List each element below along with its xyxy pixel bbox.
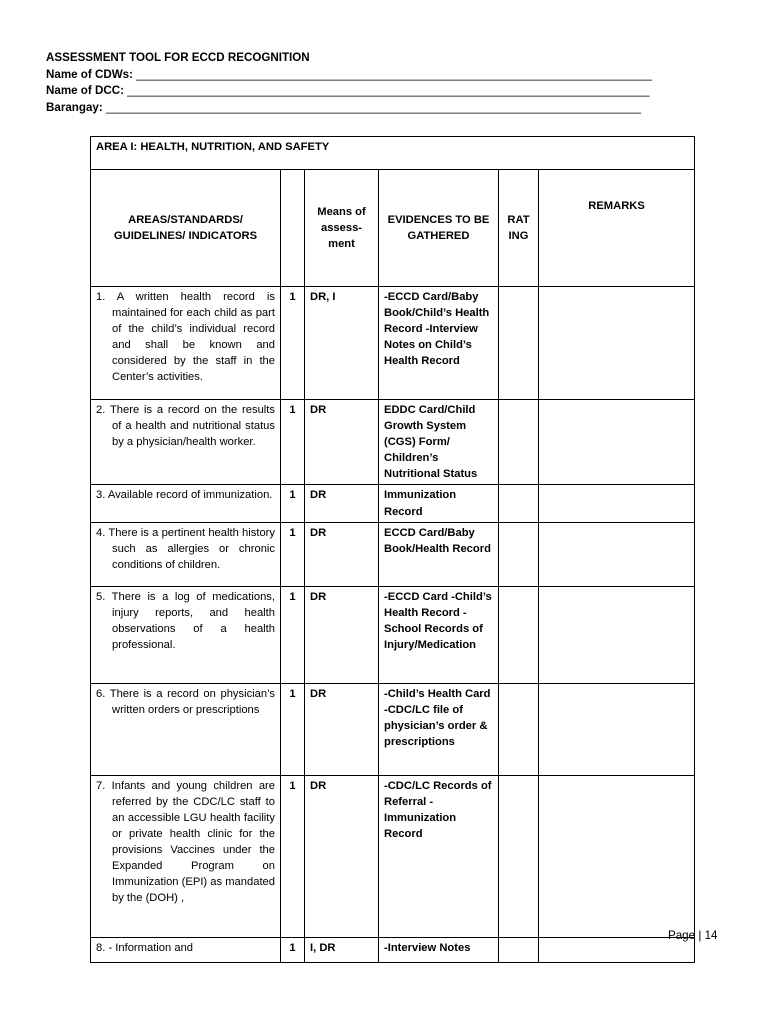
- indicator-text: 2. There is a record on the results of a health and nutritional status by a physician/health worker.: [96, 404, 275, 449]
- means-cell: DR, I: [305, 287, 379, 400]
- evidences-cell: -CDC/LC Records of Referral -Immunization Record: [379, 775, 499, 937]
- table-row: [91, 485, 695, 522]
- header-rating: RAT ING: [499, 170, 539, 287]
- evidences-cell: Immunization Record: [379, 485, 499, 522]
- indicator-cell: [91, 683, 281, 775]
- header-evidences: EVIDENCES TO BE GATHERED: [379, 170, 499, 287]
- points-cell: 1: [281, 400, 305, 485]
- means-cell: DR: [305, 775, 379, 937]
- remarks-cell[interactable]: [539, 683, 695, 775]
- document-title: ASSESSMENT TOOL FOR ECCD RECOGNITION: [46, 51, 310, 64]
- points-cell: 1: [281, 287, 305, 400]
- means-cell: DR: [305, 522, 379, 586]
- rating-cell[interactable]: [499, 287, 539, 400]
- cdw-name-blank: ________________________________________________________________________________: [136, 67, 653, 81]
- indicator-cell: [91, 287, 281, 400]
- means-cell: DR: [305, 586, 379, 683]
- cdw-name-field: [46, 67, 652, 84]
- rating-cell[interactable]: [499, 683, 539, 775]
- rating-cell[interactable]: [499, 937, 539, 962]
- points-cell: 1: [281, 586, 305, 683]
- table-row: [91, 683, 695, 775]
- indicator-cell: [91, 937, 281, 962]
- means-cell: DR: [305, 683, 379, 775]
- barangay-label: Barangay:: [46, 100, 103, 114]
- indicator-cell: [91, 522, 281, 586]
- rating-cell[interactable]: [499, 485, 539, 522]
- dcc-name-blank: _________________________________________________________________________________: [127, 84, 650, 97]
- evidences-cell: -ECCD Card -Child’s Health Record -School Records of Injury/Medication: [379, 586, 499, 683]
- remarks-cell[interactable]: [539, 287, 695, 400]
- evidences-cell: -Interview Notes: [379, 937, 499, 962]
- points-cell: 1: [281, 485, 305, 522]
- header-means: Means of assess-ment: [305, 170, 379, 287]
- page-separator: |: [698, 929, 702, 942]
- table-row: [91, 400, 695, 485]
- header-indicators: AREAS/STANDARDS/ GUIDELINES/ INDICATORS: [91, 170, 281, 287]
- header-remarks: REMARKS: [539, 170, 695, 287]
- indicator-text: 8. - Information and: [96, 941, 194, 954]
- points-cell: 1: [281, 522, 305, 586]
- indicator-text: 3. Available record of immunization.: [96, 489, 273, 502]
- rating-cell[interactable]: [499, 400, 539, 485]
- remarks-cell[interactable]: [539, 522, 695, 586]
- rating-cell[interactable]: [499, 522, 539, 586]
- evidences-cell: ECCD Card/Baby Book/Health Record: [379, 522, 499, 586]
- dcc-name-field: [46, 83, 652, 100]
- cdw-name-label: Name of CDWs:: [46, 67, 133, 81]
- indicator-cell: [91, 400, 281, 485]
- rating-cell[interactable]: [499, 775, 539, 937]
- evidences-cell: EDDC Card/Child Growth System (CGS) Form/ Children’s Nutritional Status: [379, 400, 499, 485]
- indicator-text: 1. A written health record is maintained for each child as part of the child’s individual record and shall be known and considered by the staff in the Center’s activities.: [96, 291, 275, 384]
- page-label: Page: [668, 929, 696, 942]
- indicator-text: 4. There is a pertinent health history such as allergies or chronic conditions of children.: [96, 526, 275, 571]
- table-row: [91, 287, 695, 400]
- area-title: AREA I: HEALTH, NUTRITION, AND SAFETY: [91, 137, 695, 170]
- points-cell: 1: [281, 683, 305, 775]
- table-row: [91, 586, 695, 683]
- header-points: [281, 170, 305, 287]
- indicator-text: 7. Infants and young children are referred by the CDC/LC staff to an accessible LGU health facility or private health clinic for the provisions Vaccines under the Expanded Program on Immunization (EPI) as mandated by the (DOH) ,: [96, 779, 275, 905]
- evidences-cell: -ECCD Card/Baby Book/Child’s Health Record -Interview Notes on Child’s Health Record: [379, 287, 499, 400]
- remarks-cell[interactable]: [539, 400, 695, 485]
- means-cell: DR: [305, 400, 379, 485]
- remarks-cell[interactable]: [539, 775, 695, 937]
- means-cell: DR: [305, 485, 379, 522]
- page-footer: [668, 929, 717, 942]
- area-title-row: [91, 137, 695, 170]
- dcc-name-label: Name of DCC:: [46, 84, 124, 97]
- table-row: [91, 937, 695, 962]
- points-cell: 1: [281, 937, 305, 962]
- column-header-row: [91, 170, 695, 287]
- indicator-cell: [91, 586, 281, 683]
- assessment-table: [90, 136, 695, 963]
- indicator-text: 6. There is a record on physician’s written orders or prescriptions: [96, 687, 275, 716]
- remarks-cell[interactable]: [539, 485, 695, 522]
- indicator-cell: [91, 775, 281, 937]
- table-row: [91, 775, 695, 937]
- barangay-field: [46, 100, 652, 117]
- indicator-cell: [91, 485, 281, 522]
- document-header: [46, 50, 652, 116]
- points-cell: 1: [281, 775, 305, 937]
- barangay-blank: ___________________________________________________________________________________: [105, 100, 642, 114]
- means-cell: I, DR: [305, 937, 379, 962]
- rating-cell[interactable]: [499, 586, 539, 683]
- evidences-cell: -Child’s Health Card -CDC/LC file of physician’s order & prescriptions: [379, 683, 499, 775]
- page-number: 14: [704, 929, 718, 942]
- indicator-text: 5. There is a log of medications, injury reports, and health observations of a health professional.: [96, 590, 275, 651]
- remarks-cell[interactable]: [539, 586, 695, 683]
- table-row: [91, 522, 695, 586]
